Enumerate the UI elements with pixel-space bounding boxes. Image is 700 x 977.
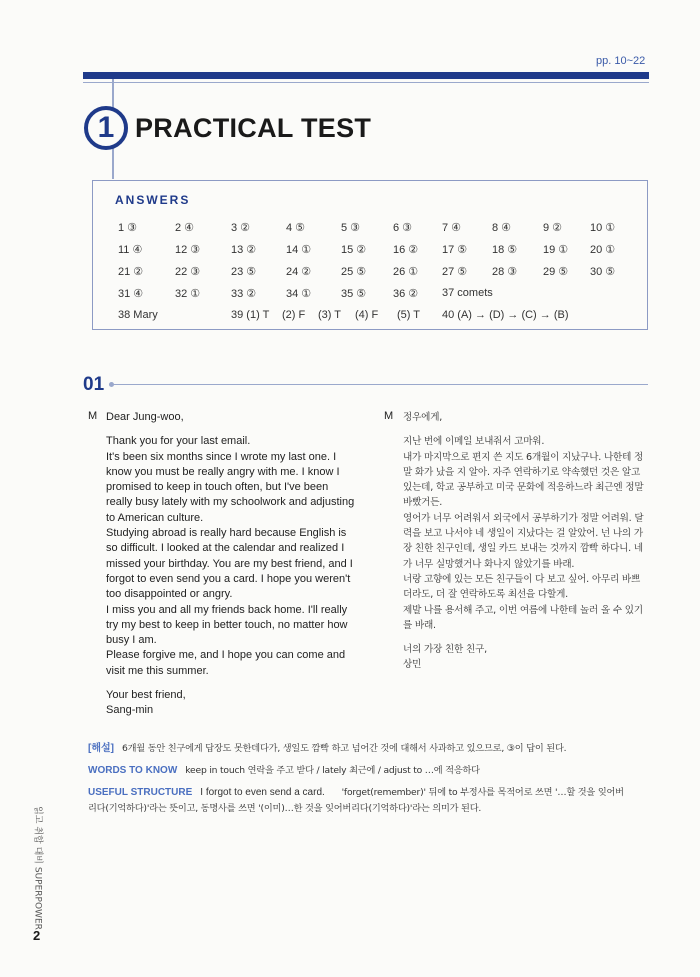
answer-item: 28 ③: [492, 266, 518, 278]
speaker-label-en: M: [88, 410, 98, 422]
structure-note: [88, 785, 648, 801]
answer-item: 17 ⑤: [442, 244, 468, 256]
translation-closing: 너의 가장 친한 친구,: [403, 644, 487, 656]
answer-item: (2) F: [282, 309, 306, 321]
answer-item: 21 ②: [118, 266, 144, 278]
answer-item: 25 ⑤: [341, 266, 367, 278]
answers-heading: ANSWERS: [115, 193, 191, 207]
answer-row: [0, 221, 700, 239]
answer-item: 20 ①: [590, 244, 616, 256]
answer-item: 15 ②: [341, 244, 367, 256]
translation-paragraph: 너랑 고향에 있는 모든 친구들이 다 보고 싶어. 아무리 바쁘더라도, 더 잘 연락하도록 최선을 다할게.: [403, 573, 641, 601]
answer-row: [0, 243, 700, 261]
speaker-label-ko: M: [384, 410, 394, 422]
letter-paragraph: Please forgive me, and I hope you can come and visit me this summer.: [106, 649, 346, 677]
section-rule: [112, 384, 648, 385]
answer-item: 9 ②: [543, 222, 563, 234]
answer-item: 12 ③: [175, 244, 201, 256]
answer-item: 39 (1) T: [231, 309, 270, 321]
answer-row: [0, 309, 700, 327]
translation-signature: 상민: [403, 659, 422, 671]
answer-item: 30 ⑤: [590, 266, 616, 278]
words-note: [88, 763, 648, 779]
translation-paragraph: 영어가 너무 어려워서 외국에서 공부하기가 정말 어려워. 달력을 보고 나서야 네 생일이 지났다는 걸 알았어. 넌 나의 가장 친한 친구인데, 생일 카드 보내는 것까지 깜빡 하다니. 네가 너무 실망했거나 화나지 않았기를 바래.: [403, 512, 644, 570]
explanation-text: 6개월 동안 친구에게 답장도 못한데다가, 생일도 깜빡 하고 넘어간 것에 대해서 사과하고 있으므로, ③이 답이 된다.: [121, 743, 567, 754]
structure-sentence: I forgot to even send a card.: [200, 787, 325, 798]
korean-translation: [403, 410, 649, 673]
answer-item: 37 comets: [442, 287, 493, 299]
answer-row: [0, 265, 700, 283]
answer-item: 7 ④: [442, 222, 462, 234]
letter-paragraph: I miss you and all my friends back home. I'll really try my best to keep in better touch, no matter how busy I am.: [106, 603, 348, 647]
translation-paragraph: 내가 마지막으로 편지 쓴 지도 6개월이 지났구나. 나한테 정말 화가 났을 지 알아. 자주 연락하기로 약속했던 것은 알고 있는데, 학교 공부하고 미국 문화에 적응하느라 최근엔 정말 바빴거든.: [403, 451, 644, 509]
answer-item: 32 ①: [175, 288, 201, 300]
answer-item: 13 ②: [231, 244, 257, 256]
answer-item: 1 ③: [118, 222, 138, 234]
answer-item: 34 ①: [286, 288, 312, 300]
letter-greeting: Dear Jung-woo,: [106, 411, 184, 423]
page-title: PRACTICAL TEST: [135, 113, 372, 143]
answer-item: 23 ⑤: [231, 266, 257, 278]
words-text: keep in touch 연락을 주고 받다 / lately 최근에 / adjust to …에 적응하다: [185, 765, 480, 776]
letter-signature: Sang-min: [106, 704, 154, 717]
structure-label: USEFUL STRUCTURE: [88, 787, 193, 798]
translation-greeting: 정우에게,: [403, 412, 443, 423]
answer-item: 19 ①: [543, 244, 569, 256]
answer-item: 10 ①: [590, 222, 616, 234]
answer-item: 3 ②: [231, 222, 251, 234]
answer-item: 11 ④: [118, 244, 143, 256]
answer-item: (3) T: [318, 309, 342, 321]
page-number: 2: [33, 928, 41, 943]
answer-item: 35 ⑤: [341, 288, 367, 300]
answer-item: (5) T: [397, 309, 421, 321]
explanation-label: [해설]: [88, 743, 114, 754]
section-number: 01: [83, 374, 105, 395]
answer-item: 31 ④: [118, 288, 144, 300]
header-rule: [83, 82, 649, 83]
answer-item: 29 ⑤: [543, 266, 569, 278]
answer-item: 18 ⑤: [492, 244, 518, 256]
section-rule-dot: [109, 382, 114, 387]
answer-item: 26 ①: [393, 266, 419, 278]
answer-item: 36 ②: [393, 288, 419, 300]
answer-item: 40 (A) → (D) → (C) → (B): [442, 309, 569, 321]
words-label: WORDS TO KNOW: [88, 765, 178, 776]
translation-paragraph: 지난 번에 이메일 보내줘서 고마워.: [403, 436, 545, 448]
english-script: [106, 410, 356, 719]
structure-explanation: 'forget(remember)' 뒤에 to 부정사를 목적어로 쓰면 '…할 것을 잊어버: [341, 787, 624, 798]
header-bar: [83, 72, 649, 79]
answer-item: 5 ③: [341, 222, 361, 234]
letter-paragraph: Studying abroad is really hard because English is so difficult. I looked at the calendar and realized I missed your birthday. You are my best friend, and I forgot to even send you a card. I hope you weren't too disappointed or angry.: [106, 527, 353, 601]
explanation-note: [88, 741, 648, 757]
side-series-label: [32, 803, 46, 933]
answer-item: 33 ②: [231, 288, 257, 300]
answer-item: 8 ④: [492, 222, 512, 234]
answer-item: 6 ③: [393, 222, 413, 234]
series-label-text: 읽고 취합 대비 SUPERPOWER: [32, 806, 43, 930]
structure-note-cont: [88, 801, 648, 817]
structure-explanation-cont: 리다(기억하다)'라는 뜻이고, 동명사를 쓰면 '(이미)…한 것을 잊어버리다(기억하다)'라는 의미가 된다.: [88, 803, 482, 814]
answer-item: 38 Mary: [118, 309, 158, 321]
answer-item: 14 ①: [286, 244, 312, 256]
letter-closing: Your best friend,: [106, 689, 186, 702]
page-range: pp. 10~22: [596, 55, 646, 67]
unit-number-badge: 1: [84, 106, 128, 150]
answer-item: 16 ②: [393, 244, 419, 256]
letter-paragraph: Thank you for your last email.: [106, 435, 251, 448]
answer-item: 22 ③: [175, 266, 201, 278]
answer-item: (4) F: [355, 309, 379, 321]
letter-paragraph: It's been six months since I wrote my last one. I know you must be really angry with me. I know I promised to keep in touch often, but I've been really busy lately with my schoolwork and adjusting to American culture.: [106, 450, 355, 524]
translation-paragraph: 제발 나를 용서해 주고, 이번 여름에 나한테 놀러 올 수 있기를 바래.: [403, 604, 643, 631]
answer-item: 4 ⑤: [286, 222, 306, 234]
answer-item: 27 ⑤: [442, 266, 468, 278]
answer-row: [0, 287, 700, 305]
answer-item: 24 ②: [286, 266, 312, 278]
answer-item: 2 ④: [175, 222, 195, 234]
